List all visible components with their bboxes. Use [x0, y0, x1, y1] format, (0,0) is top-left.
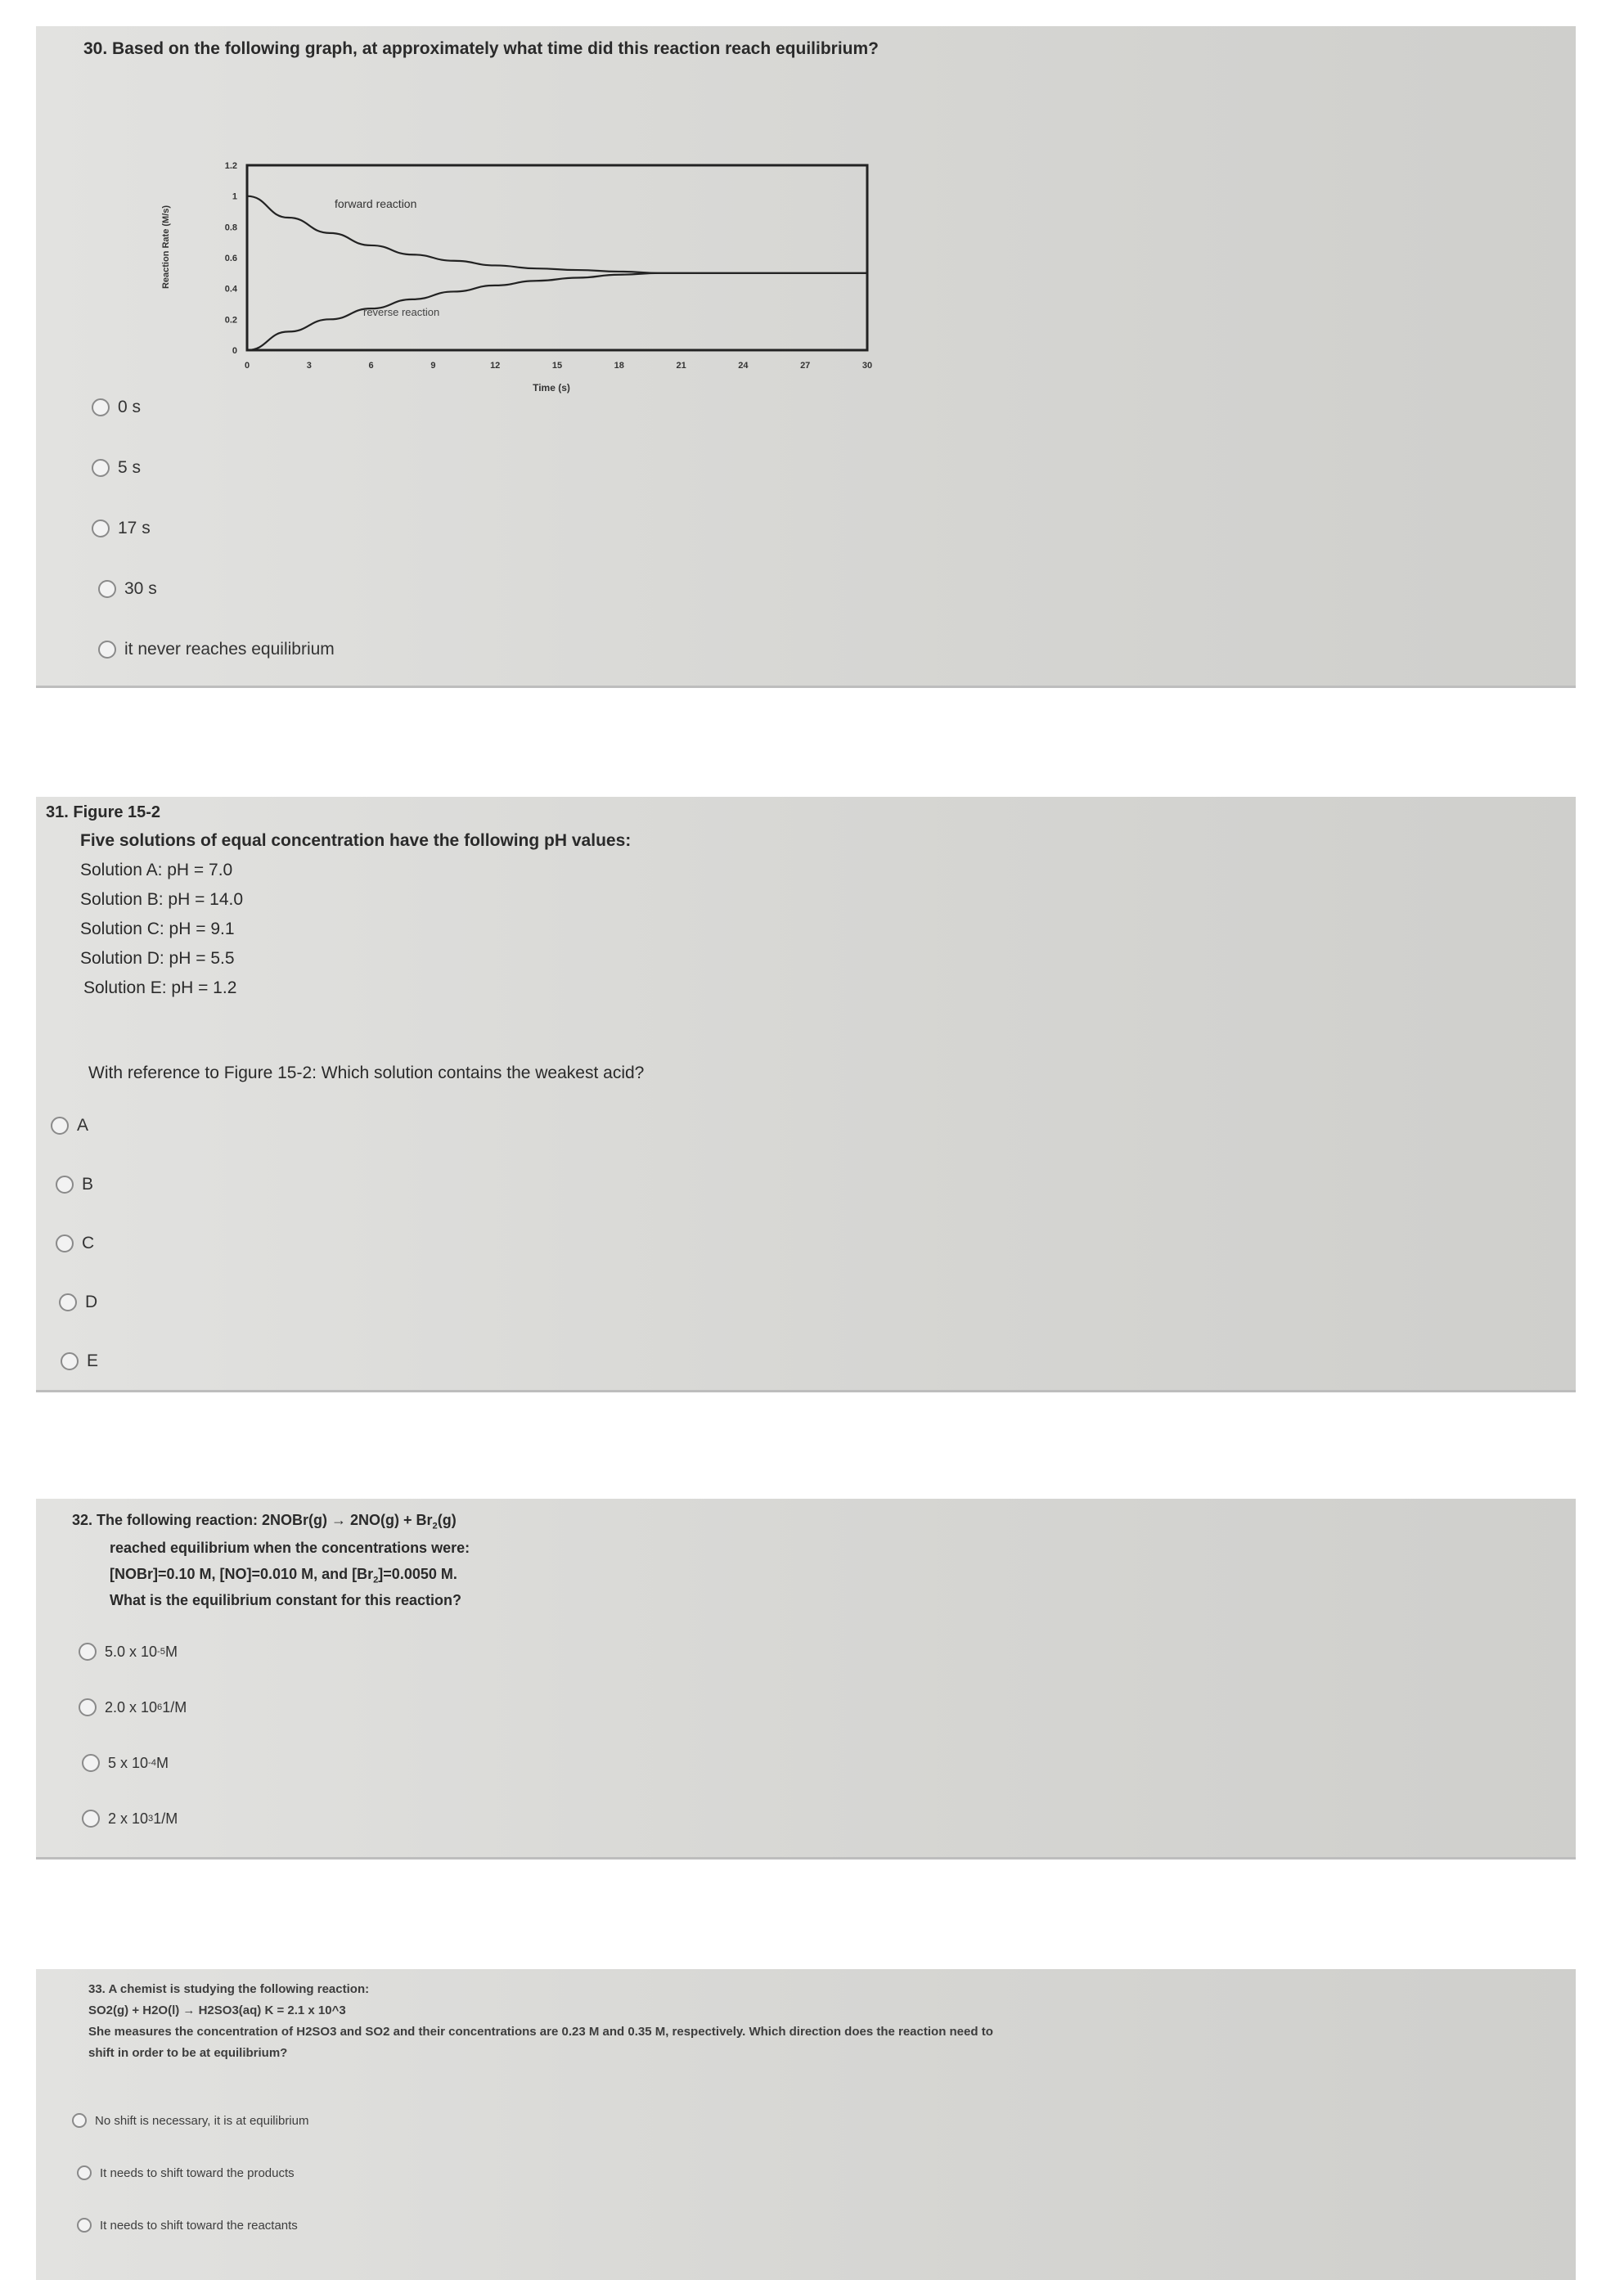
y-tick-label: 0.4: [224, 284, 237, 295]
radio-icon[interactable]: [92, 398, 110, 416]
solution-d: Solution D: pH = 5.5: [80, 949, 235, 968]
x-tick-label: 15: [551, 361, 563, 371]
question-31-text: With reference to Figure 15-2: Which solution contains the weakest acid?: [88, 1064, 645, 1082]
radio-icon[interactable]: [72, 2113, 87, 2128]
radio-icon[interactable]: [61, 1352, 79, 1370]
radio-icon[interactable]: [79, 1643, 97, 1661]
q30-option-4[interactable]: it never reaches equilibrium: [98, 640, 335, 659]
question-31-panel: [36, 797, 1576, 1392]
q31-option-a[interactable]: A: [51, 1116, 88, 1136]
radio-icon[interactable]: [56, 1234, 74, 1252]
q32-option-2[interactable]: 5 x 10 -4 M: [82, 1754, 169, 1772]
radio-icon[interactable]: [82, 1810, 100, 1828]
reverse-reaction-label: reverse reaction: [363, 306, 440, 318]
x-tick-label: 3: [306, 361, 312, 371]
question-33-line-4: shift in order to be at equilibrium?: [88, 2046, 288, 2060]
radio-icon[interactable]: [98, 641, 116, 659]
question-30-text: 30. Based on the following graph, at approximately what time did this reaction reach equilibrium?: [83, 39, 879, 58]
x-tick-label: 0: [244, 361, 250, 371]
question-32-line-2: reached equilibrium when the concentrations were:: [110, 1540, 470, 1556]
solution-b: Solution B: pH = 14.0: [80, 890, 244, 909]
radio-icon[interactable]: [59, 1293, 77, 1311]
q32-option-1[interactable]: 2.0 x 10 6 1/M: [79, 1698, 187, 1716]
q31-option-b[interactable]: B: [56, 1175, 93, 1194]
y-tick-label: 0.6: [224, 254, 237, 263]
solution-e: Solution E: pH = 1.2: [83, 978, 237, 997]
q30-option-0[interactable]: 0 s: [92, 398, 141, 417]
x-tick-label: 18: [614, 361, 624, 371]
question-33-line-1: 33. A chemist is studying the following reaction:: [88, 1982, 370, 1996]
q33-option-1[interactable]: It needs to shift toward the products: [77, 2165, 295, 2180]
question-33-line-3: She measures the concentration of H2SO3 and SO2 and their concentrations are 0.23 M and 0.35 M, respectively. Which direction does the reaction need to: [88, 2025, 993, 2039]
solution-c: Solution C: pH = 9.1: [80, 920, 235, 938]
plot-frame: [247, 165, 867, 350]
y-tick-label: 0.2: [224, 315, 237, 326]
figure-intro: Five solutions of equal concentration have the following pH values:: [80, 831, 632, 850]
x-tick-label: 21: [676, 361, 686, 371]
x-tick-label: 12: [490, 361, 501, 371]
y-tick-label: 1.2: [224, 161, 237, 171]
q33-option-2[interactable]: It needs to shift toward the reactants: [77, 2218, 298, 2233]
question-32-panel: [36, 1499, 1576, 1860]
q30-option-2[interactable]: 17 s: [92, 519, 151, 538]
radio-icon[interactable]: [79, 1698, 97, 1716]
radio-icon[interactable]: [77, 2218, 92, 2233]
radio-icon[interactable]: [77, 2165, 92, 2180]
radio-icon[interactable]: [82, 1754, 100, 1772]
y-tick-label: 0.8: [224, 223, 237, 233]
q33-option-0[interactable]: No shift is necessary, it is at equilibrium: [72, 2113, 308, 2128]
question-33-panel: [36, 1969, 1576, 2280]
q31-option-c[interactable]: C: [56, 1234, 94, 1253]
question-32-line-1: 32. The following reaction: 2NOBr(g) → $2NO(g) + Br_2(g)$: [72, 1512, 457, 1531]
forward-reaction-label: forward reaction: [335, 197, 417, 210]
y-tick-label: 0: [232, 346, 237, 356]
q31-option-e[interactable]: E: [61, 1351, 98, 1371]
equilibrium-rate-chart: [151, 108, 969, 393]
q30-option-3[interactable]: 30 s: [98, 579, 157, 599]
radio-icon[interactable]: [51, 1117, 69, 1135]
x-tick-label: 6: [368, 361, 374, 371]
radio-icon[interactable]: [92, 519, 110, 537]
question-32-line-3: [NOBr]=0.10 M, [NO]=0.010 M, and $[Br_2]=0.0050$ M.: [110, 1566, 457, 1585]
reverse-reaction-line: [247, 273, 867, 350]
radio-icon[interactable]: [56, 1176, 74, 1194]
radio-icon[interactable]: [98, 580, 116, 598]
q32-option-0[interactable]: 5.0 x 10 -5 M: [79, 1643, 178, 1661]
solution-a: Solution A: pH = 7.0: [80, 861, 233, 879]
q32-option-3[interactable]: 2 x 10 3 1/M: [82, 1810, 178, 1828]
question-32-line-4: What is the equilibrium constant for this reaction?: [110, 1592, 462, 1608]
x-axis-label: Time (s): [533, 382, 570, 393]
q31-option-d[interactable]: D: [59, 1293, 97, 1312]
figure-title: 31. Figure 15-2: [46, 803, 161, 821]
radio-icon[interactable]: [92, 459, 110, 477]
y-tick-label: 1: [232, 191, 237, 202]
question-30-panel: [36, 26, 1576, 688]
q30-option-1[interactable]: 5 s: [92, 458, 141, 478]
x-tick-label: 24: [738, 361, 749, 371]
x-tick-label: 9: [430, 361, 436, 371]
y-axis-label: Reaction Rate (M/s): [161, 205, 171, 290]
x-tick-label: 30: [861, 361, 873, 371]
x-tick-label: 27: [800, 361, 811, 371]
question-33-line-2: SO2(g) + H2O(l) → H2SO3(aq) K = 2.1 x 10^3: [88, 2003, 346, 2017]
